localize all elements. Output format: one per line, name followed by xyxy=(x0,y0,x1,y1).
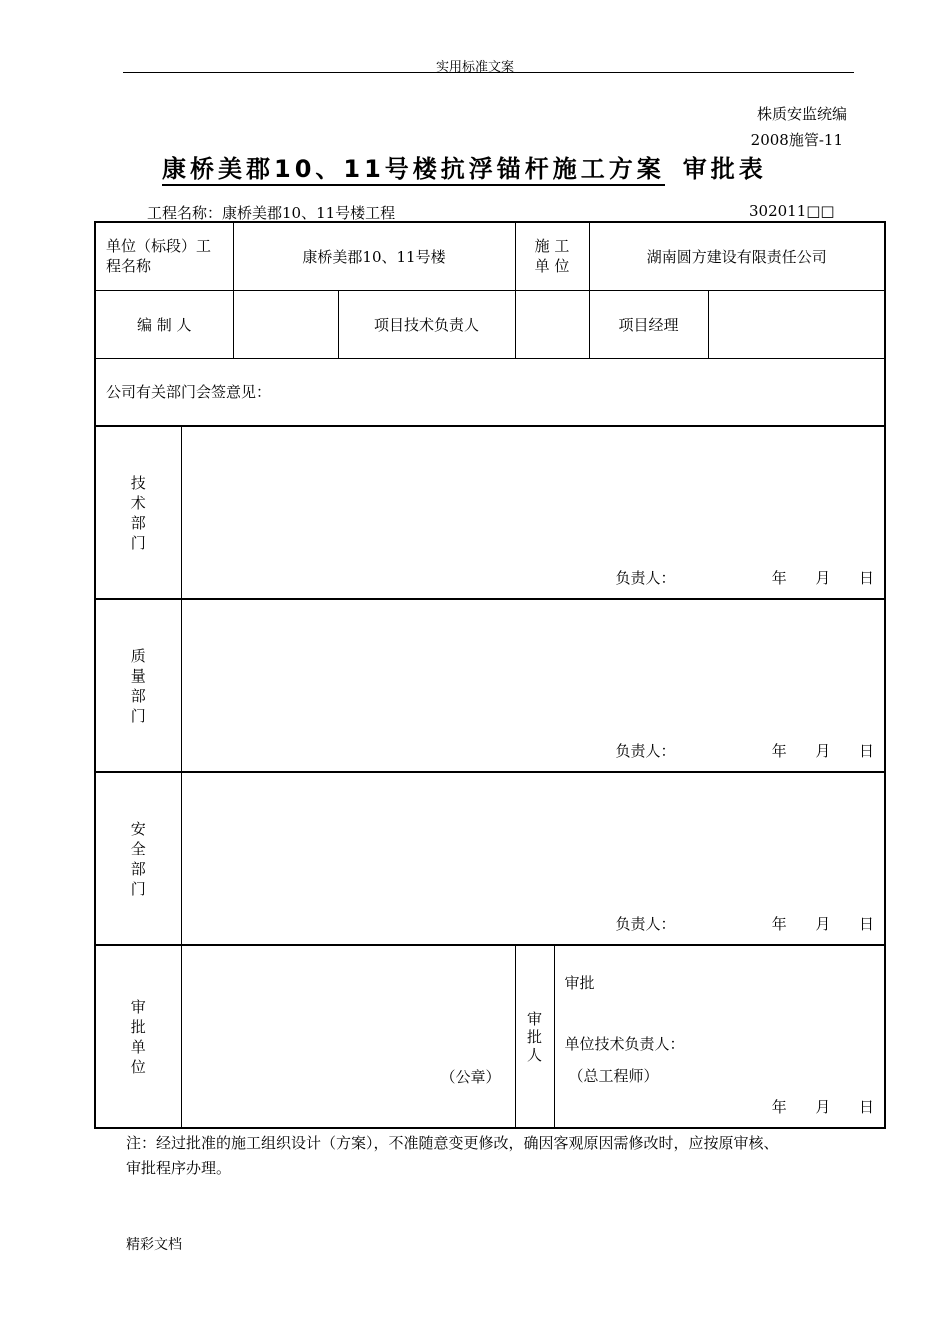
doc-code-line-2: 2008施管-11 xyxy=(750,131,843,149)
compiler-value[interactable] xyxy=(233,290,338,358)
note-line-2: 审批程序办理。 xyxy=(126,1159,232,1177)
dept-opinion-quality[interactable] xyxy=(181,599,885,772)
chief-engineer-label: （总工程师） xyxy=(568,1067,659,1085)
company-opinion-label: 公司有关部门会签意见： xyxy=(95,358,885,426)
dept-label-quality: 质 量 部 门 xyxy=(95,599,181,772)
approval-unit-label: 审 批 单 位 xyxy=(95,945,181,1128)
dept-signer-label: 负责人： xyxy=(615,915,676,933)
tech-lead-label: 项目技术负责人 xyxy=(338,290,515,358)
document-title xyxy=(162,149,767,184)
project-manager-label: 项目经理 xyxy=(589,290,708,358)
page-header: 实用标准文案 xyxy=(435,60,514,75)
unit-tech-lead-label: 单位技术负责人： xyxy=(564,1035,685,1053)
approval-unit-area[interactable] xyxy=(181,945,515,1128)
note-line-1: 注：经过批准的施工组织设计（方案），不准随意变更修改，确因客观原因需修改时，应按原审核、 xyxy=(126,1134,779,1152)
tech-lead-value[interactable] xyxy=(515,290,589,358)
title-sub: 审批表 xyxy=(682,155,767,183)
title-main: 康桥美郡10、11号楼抗浮锚杆施工方案 xyxy=(162,155,665,186)
dept-signer-label: 负责人： xyxy=(615,569,676,587)
project-manager-value[interactable] xyxy=(708,290,885,358)
approver-area[interactable] xyxy=(554,945,885,1128)
date-ymd: 年 月 日 xyxy=(771,915,875,933)
dept-label-safety: 安 全 部 门 xyxy=(95,772,181,945)
approve-text: 审批 xyxy=(564,974,595,992)
unit-name-label: 单位（标段）工程名称 xyxy=(95,222,233,290)
dept-opinion-safety[interactable] xyxy=(181,772,885,945)
date-ymd: 年 月 日 xyxy=(771,1098,875,1116)
header-divider xyxy=(123,72,854,73)
seal-label: （公章） xyxy=(440,1068,501,1086)
page-footer: 精彩文档 xyxy=(126,1237,182,1253)
unit-name-value: 康桥美郡10、11号楼 xyxy=(233,222,515,290)
dept-signer-label: 负责人： xyxy=(615,742,676,760)
serial-number: 302011□□ xyxy=(749,202,835,220)
doc-code-line-1: 株质安监统编 xyxy=(756,105,847,123)
dept-label-tech: 技 术 部 门 xyxy=(95,426,181,599)
builder-value: 湖南圆方建设有限责任公司 xyxy=(589,222,885,290)
compiler-label: 编 制 人 xyxy=(95,290,233,358)
date-ymd: 年 月 日 xyxy=(771,569,875,587)
builder-label: 施 工 单 位 xyxy=(515,222,589,290)
date-ymd: 年 月 日 xyxy=(771,742,875,760)
project-name-line: 工程名称：康桥美郡10、11号楼工程 xyxy=(147,204,396,222)
dept-opinion-tech[interactable] xyxy=(181,426,885,599)
approval-form-table xyxy=(94,221,886,1129)
approver-label: 审 批 人 xyxy=(515,945,554,1128)
